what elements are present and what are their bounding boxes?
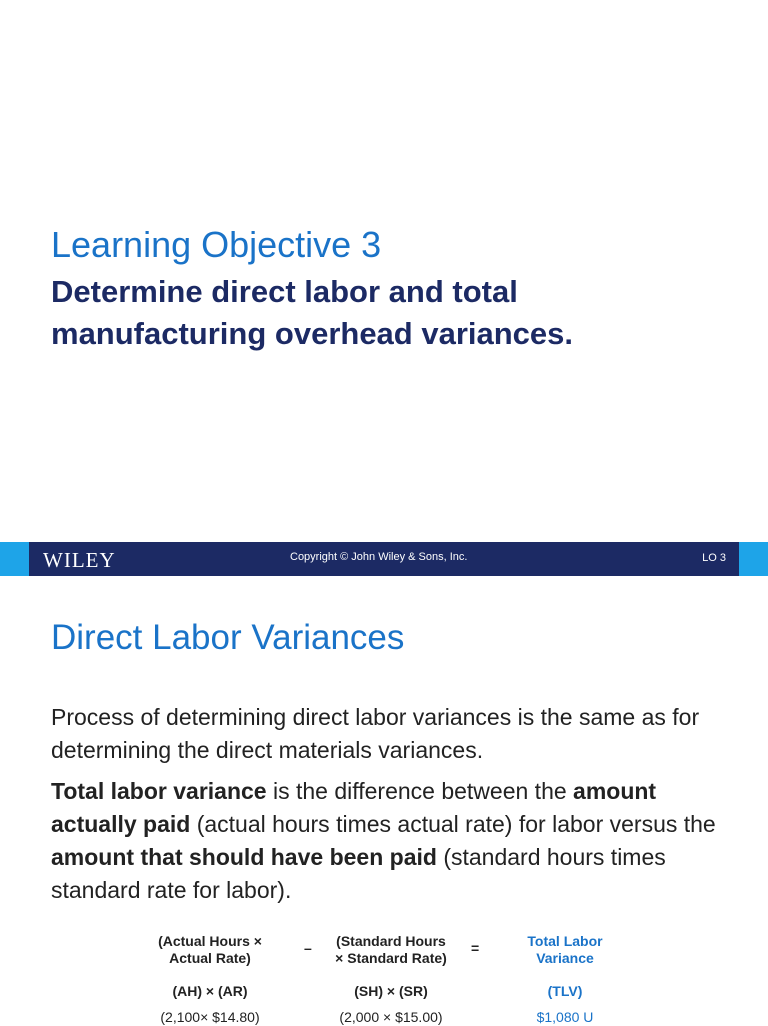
definition-text-1: is the difference between the xyxy=(266,778,574,804)
abbr-actual: (AH) × (AR) xyxy=(172,983,248,999)
formula-total-variance xyxy=(495,933,635,967)
slide-title: Direct Labor Variances xyxy=(51,618,405,657)
slide-direct-labor-variances xyxy=(0,576,768,1024)
term-amount-should-have-been-paid: amount that should have been paid xyxy=(51,844,437,870)
formula-col2-line1: (Standard Hours xyxy=(336,933,446,949)
value-total-variance: $1,080 U xyxy=(536,1009,594,1025)
learning-objective-title: Learning Objective 3 xyxy=(51,224,382,265)
formula-actual-cost xyxy=(140,933,280,967)
formula-col1-line1: (Actual Hours × xyxy=(158,933,262,949)
formula-col3-line1: Total Labor xyxy=(527,933,603,949)
abbr-total: (TLV) xyxy=(547,983,583,999)
wiley-logo: WILEY xyxy=(43,548,116,572)
definition-paragraph xyxy=(51,775,731,907)
copyright-text: Copyright © John Wiley & Sons, Inc. xyxy=(290,551,468,563)
footer-accent-left xyxy=(0,542,29,576)
slide-footer xyxy=(0,542,768,576)
lo-tag: LO 3 xyxy=(702,552,726,564)
value-actual: (2,100× $14.80) xyxy=(160,1009,260,1025)
definition-text-3: (standard hours times standard rate for labor). xyxy=(51,844,666,903)
abbr-standard: (SH) × (SR) xyxy=(354,983,428,999)
equals-operator: = xyxy=(471,940,480,956)
footer-accent-right xyxy=(739,542,768,576)
formula-standard-cost xyxy=(321,933,461,967)
formula-col3-line2: Variance xyxy=(536,950,594,966)
minus-operator: – xyxy=(304,940,312,956)
term-total-labor-variance: Total labor variance xyxy=(51,778,267,804)
formula-col1-line2: Actual Rate) xyxy=(169,950,251,966)
learning-objective-subtitle: Determine direct labor and total manufacturing overhead variances. xyxy=(51,274,574,351)
formula-col2-line2: × Standard Rate) xyxy=(335,950,447,966)
term-amount-actually-paid: amount actually paid xyxy=(51,778,657,837)
definition-text-2: (actual hours times actual rate) for labor versus the xyxy=(190,811,716,837)
intro-paragraph: Process of determining direct labor variances is the same as for determining the direct materials variances. xyxy=(51,704,700,763)
value-standard: (2,000 × $15.00) xyxy=(339,1009,443,1025)
